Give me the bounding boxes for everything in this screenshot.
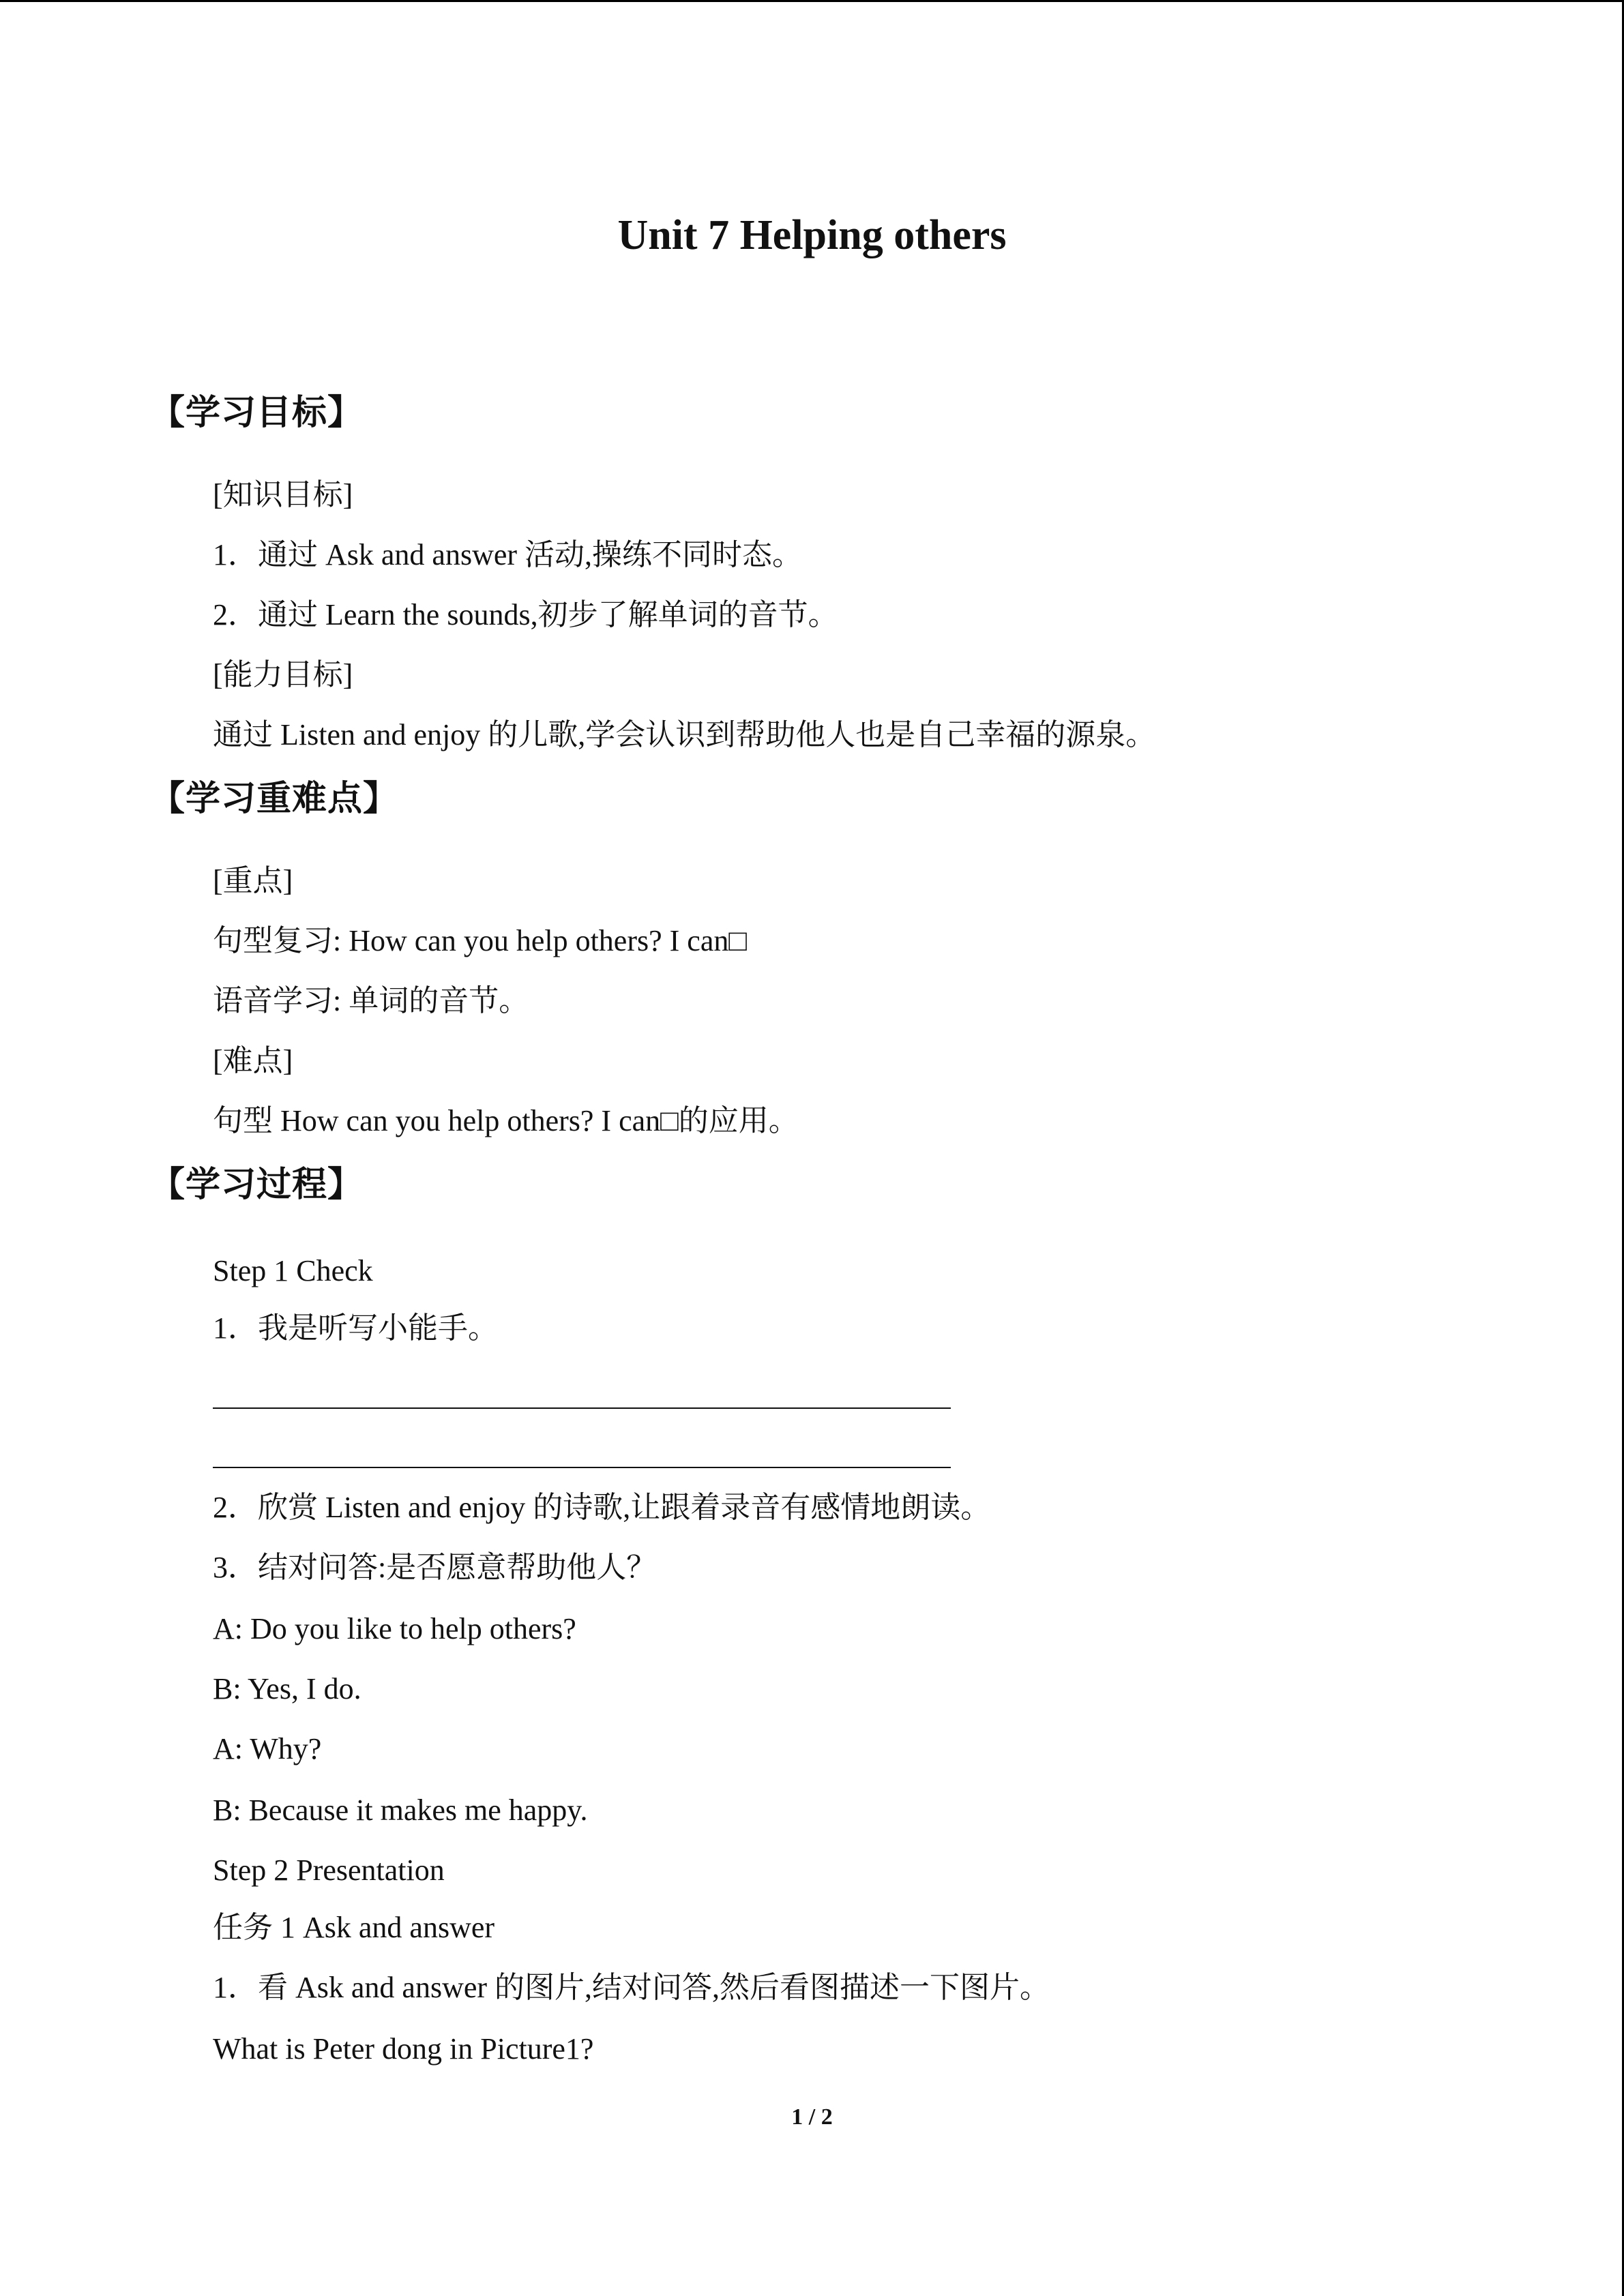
document-title: Unit 7 Helping others <box>617 212 1007 258</box>
section-heading-key-points: 【学习重难点】 <box>150 779 399 819</box>
step-1-title: Step 1 Check <box>213 1254 373 1287</box>
ability-objective-item: 通过 Listen and enjoy 的儿歌,学会认识到帮助他人也是自己幸福的源泉。 <box>213 718 1156 751</box>
page-number: 1 / 2 <box>791 2104 833 2130</box>
step-1-item-1: 1．我是听写小能手。 <box>213 1311 498 1345</box>
section-heading-objectives: 【学习目标】 <box>150 393 364 433</box>
ability-objectives-label: [能力目标] <box>213 658 353 691</box>
key-point-item-1: 句型复习: How can you help others? I can□ <box>213 924 747 957</box>
dialogue-line-3: A: Why? <box>213 1732 322 1765</box>
dialogue-line-2: B: Yes, I do. <box>213 1672 361 1705</box>
knowledge-objective-item-2: 2．通过 Learn the sounds,初步了解单词的音节。 <box>213 598 838 631</box>
task-1-title: 任务 1 Ask and answer <box>213 1911 495 1944</box>
dialogue-line-4: B: Because it makes me happy. <box>213 1793 588 1827</box>
dialogue-line-1: A: Do you like to help others? <box>213 1612 576 1645</box>
dictation-blank-line-1 <box>213 1407 951 1409</box>
task-1-question: What is Peter dong in Picture1? <box>213 2032 594 2066</box>
page-top-border <box>0 0 1624 2</box>
key-points-label: [重点] <box>213 864 293 897</box>
dictation-blank-line-2 <box>213 1467 951 1468</box>
step-1-item-2: 2．欣赏 Listen and enjoy 的诗歌,让跟着录音有感情地朗读。 <box>213 1491 991 1524</box>
section-heading-process: 【学习过程】 <box>150 1165 364 1205</box>
step-2-title: Step 2 Presentation <box>213 1853 445 1887</box>
step-1-item-3: 3．结对问答:是否愿意帮助他人？ <box>213 1551 657 1584</box>
knowledge-objectives-label: [知识目标] <box>213 478 353 511</box>
key-point-item-2: 语音学习: 单词的音节。 <box>213 984 529 1017</box>
task-1-item-1: 1．看 Ask and answer 的图片,结对问答,然后看图描述一下图片。 <box>213 1971 1050 2004</box>
difficult-point-item: 句型 How can you help others? I can□的应用。 <box>213 1104 799 1137</box>
difficult-points-label: [难点] <box>213 1044 293 1077</box>
knowledge-objective-item-1: 1．通过 Ask and answer 活动,操练不同时态。 <box>213 538 803 571</box>
